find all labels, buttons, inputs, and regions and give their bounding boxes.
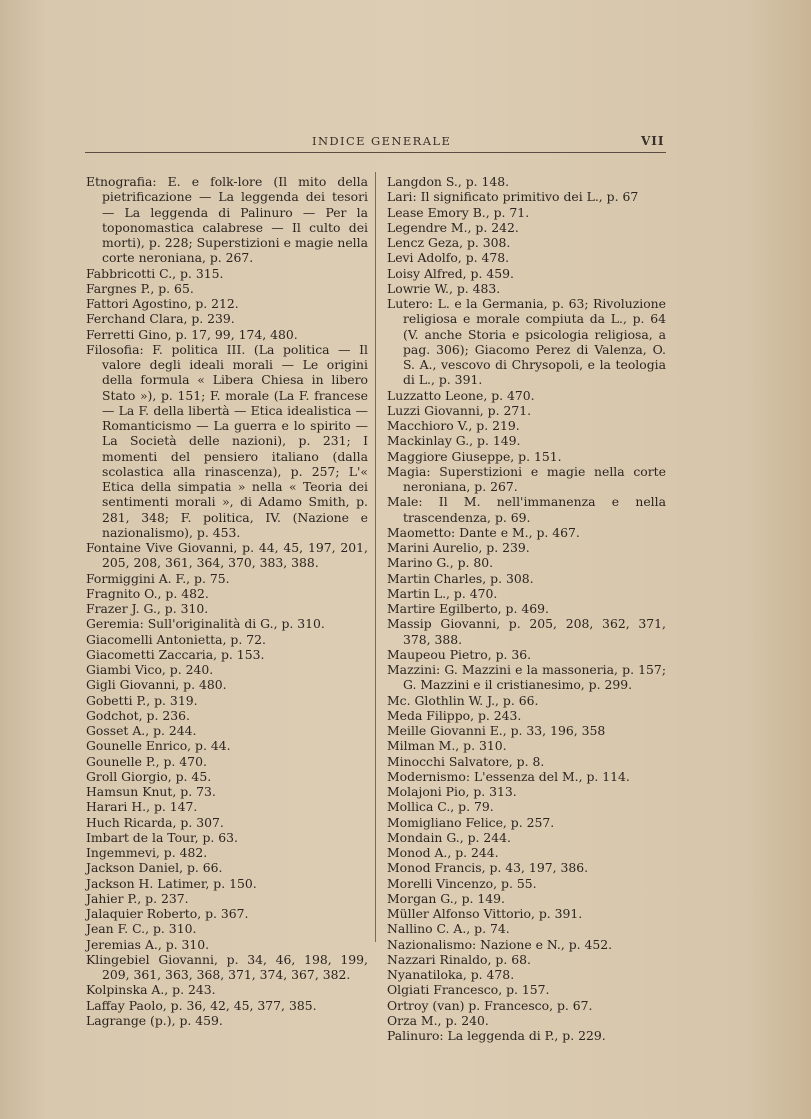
- index-entry: Momigliano Felice, p. 257.: [387, 814, 555, 830]
- column-divider: [375, 172, 376, 942]
- index-entry: Maometto: Dante e M., p. 467.: [387, 524, 580, 540]
- index-entry: Giambi Vico, p. 240.: [86, 662, 214, 677]
- index-entry: Mazzini: G. Mazzini e la massoneria, p. 157; G. Mazzini e il cristianesimo, p. 299.: [387, 662, 666, 693]
- index-entry: Meille Giovanni E., p. 33, 196, 358: [387, 723, 606, 738]
- index-entry: Lowrie W., p. 483.: [387, 280, 501, 296]
- index-entry: Müller Alfonso Vittorio, p. 391.: [387, 906, 583, 921]
- index-entry: Modernismo: L'essenza del M., p. 114.: [387, 768, 630, 784]
- index-entry: Gounelle Enrico, p. 44.: [86, 738, 231, 754]
- index-entry: Martin Charles, p. 308.: [387, 570, 534, 586]
- index-entry: Magia: Superstizioni e magie nella corte neroniana, p. 267.: [387, 463, 666, 494]
- index-entry: Fragnito O., p. 482.: [86, 585, 209, 601]
- index-entry: Jahier P., p. 237.: [86, 890, 189, 906]
- index-entry: Meda Filippo, p. 243.: [387, 707, 522, 723]
- index-entry: Martin L., p. 470.: [387, 585, 498, 601]
- index-entry: Fargnes P., p. 65.: [86, 280, 194, 296]
- index-entry: Lencz Geza, p. 308.: [387, 235, 511, 250]
- index-entry: Jean F. C., p. 310.: [86, 921, 197, 937]
- index-entry: Massip Giovanni, p. 205, 208, 362, 371, 378, 388.: [387, 616, 666, 647]
- index-entry: Olgiati Francesco, p. 157.: [387, 982, 550, 998]
- index-entry: Groll Giorgio, p. 45.: [86, 768, 212, 784]
- index-entry: Giacomelli Antonietta, p. 72.: [86, 631, 266, 647]
- index-column-left: [86, 174, 368, 1028]
- index-entry: Filosofia: F. politica III. (La politica — Il valore degli ideali morali — Le origini della formula « Libera Chiesa in libero Stato »), p. 151; F. morale (La F. francese — La F. della libertà — Etica idealistica — Romanticismo — La guerra e lo spirito — La Società delle nazioni), p. 231; I momenti del pensiero italiano (dalla scolastica alla rinascenza), p. 257; L'« Etica della simpatia » nella « Teoria dei sentimenti morali », di Adamo Smith, p. 281, 348; F. politica, IV. (Nazione e nazionalismo), p. 453.: [86, 341, 368, 540]
- header-rule: [85, 152, 666, 153]
- index-entry: Legendre M., p. 242.: [387, 219, 519, 235]
- index-entry: Male: Il M. nell'immanenza e nella trascendenza, p. 69.: [387, 494, 666, 525]
- index-entry: Martire Egilberto, p. 469.: [387, 601, 549, 616]
- index-entry: Fattori Agostino, p. 212.: [86, 296, 239, 311]
- index-entry: Langdon S., p. 148.: [387, 174, 510, 189]
- index-entry: Luzzi Giovanni, p. 271.: [387, 402, 532, 418]
- index-entry: Gobetti P., p. 319.: [86, 692, 198, 708]
- index-entry: Mondain G., p. 244.: [387, 829, 511, 845]
- index-entry: Jalaquier Roberto, p. 367.: [86, 906, 249, 921]
- index-entry: Maupeou Pietro, p. 36.: [387, 646, 532, 662]
- index-entry: Imbart de la Tour, p. 63.: [86, 829, 238, 845]
- index-entry: Lagrange (p.), p. 459.: [86, 1012, 223, 1028]
- index-entry: Gosset A., p. 244.: [86, 723, 197, 738]
- index-entry: Gounelle P., p. 470.: [86, 753, 207, 769]
- index-entry: Nyanatiloka, p. 478.: [387, 967, 515, 982]
- index-entry: Jackson Daniel, p. 66.: [86, 860, 223, 876]
- index-entry: Marino G., p. 80.: [387, 555, 494, 571]
- index-entry: Ortroy (van) p. Francesco, p. 67.: [387, 997, 593, 1013]
- index-entry: Monod A., p. 244.: [387, 845, 499, 860]
- index-entry: Marini Aurelio, p. 239.: [387, 540, 530, 555]
- index-entry: Gigli Giovanni, p. 480.: [86, 677, 227, 693]
- index-entry: Laffay Paolo, p. 36, 42, 45, 377, 385.: [86, 997, 317, 1013]
- index-entry: Huch Ricarda, p. 307.: [86, 814, 224, 830]
- index-entry: Palinuro: La leggenda di P., p. 229.: [387, 1028, 606, 1043]
- index-entry: Klingebiel Giovanni, p. 34, 46, 198, 199, 209, 361, 363, 368, 371, 374, 367, 382.: [86, 951, 368, 982]
- index-entry: Lease Emory B., p. 71.: [387, 204, 530, 220]
- index-entry: Ferretti Gino, p. 17, 99, 174, 480.: [86, 326, 298, 342]
- index-entry: Loisy Alfred, p. 459.: [387, 265, 514, 281]
- index-entry: Giacometti Zaccaria, p. 153.: [86, 646, 265, 662]
- index-entry: Frazer J. G., p. 310.: [86, 601, 209, 616]
- page-number: VII: [641, 134, 665, 148]
- running-head: INDICE GENERALE: [312, 134, 452, 148]
- index-entry: Macchioro V., p. 219.: [387, 418, 520, 433]
- index-entry: Mollica C., p. 79.: [387, 799, 494, 815]
- index-entry: Geremia: Sull'originalità di G., p. 310.: [86, 616, 325, 632]
- index-entry: Fontaine Vive Giovanni, p. 44, 45, 197, 201, 205, 208, 361, 364, 370, 383, 388.: [86, 540, 368, 571]
- index-entry: Nazionalismo: Nazione e N., p. 452.: [387, 936, 613, 952]
- index-entry: Jackson H. Latimer, p. 150.: [86, 875, 257, 891]
- index-entry: Etnografia: E. e folk-lore (Il mito della pietrificazione — La leggenda dei tesori — La leggenda di Palinuro — Per la toponomastica calabrese — Il culto dei morti), p. 228; Superstizioni e magie nella corte neroniana, p. 267.: [86, 174, 368, 266]
- index-entry: Nazzari Rinaldo, p. 68.: [387, 951, 531, 967]
- index-entry: Hamsun Knut, p. 73.: [86, 784, 216, 799]
- index-entry: Mackinlay G., p. 149.: [387, 433, 521, 449]
- index-column-right: [387, 174, 666, 1043]
- index-entry: Mc. Glothlin W. J., p. 66.: [387, 692, 539, 708]
- index-entry: Lutero: L. e la Germania, p. 63; Rivoluzione religiosa e morale compiuta da L., p. 64 (V. anche Storia e psicologia religiosa, a pag. 306); Giacomo Perez di Valenza, O. S. A., vescovo di Chrysopoli, e la teologia di L., p. 391.: [387, 296, 666, 388]
- index-entry: Ingemmevi, p. 482.: [86, 845, 208, 860]
- index-entry: Molajoni Pio, p. 313.: [387, 784, 517, 799]
- index-entry: Monod Francis, p. 43, 197, 386.: [387, 860, 589, 876]
- index-entry: Milman M., p. 310.: [387, 738, 507, 754]
- index-entry: Fabbricotti C., p. 315.: [86, 265, 224, 281]
- index-entry: Morelli Vincenzo, p. 55.: [387, 875, 537, 891]
- index-entry: Morgan G., p. 149.: [387, 890, 505, 906]
- index-entry: Minocchi Salvatore, p. 8.: [387, 753, 545, 769]
- index-entry: Lari: Il significato primitivo dei L., p. 67: [387, 189, 639, 205]
- index-entry: Levi Adolfo, p. 478.: [387, 250, 510, 266]
- index-entry: Nallino C. A., p. 74.: [387, 921, 510, 937]
- index-entry: Godchot, p. 236.: [86, 707, 190, 723]
- index-entry: Luzzatto Leone, p. 470.: [387, 387, 535, 403]
- index-entry: Orza M., p. 240.: [387, 1012, 489, 1028]
- index-entry: Kolpinska A., p. 243.: [86, 982, 216, 998]
- index-entry: Jeremias A., p. 310.: [86, 936, 210, 952]
- index-entry: Maggiore Giuseppe, p. 151.: [387, 448, 562, 464]
- index-entry: Harari H., p. 147.: [86, 799, 198, 815]
- index-entry: Formiggini A. F., p. 75.: [86, 570, 230, 586]
- index-entry: Ferchand Clara, p. 239.: [86, 311, 235, 327]
